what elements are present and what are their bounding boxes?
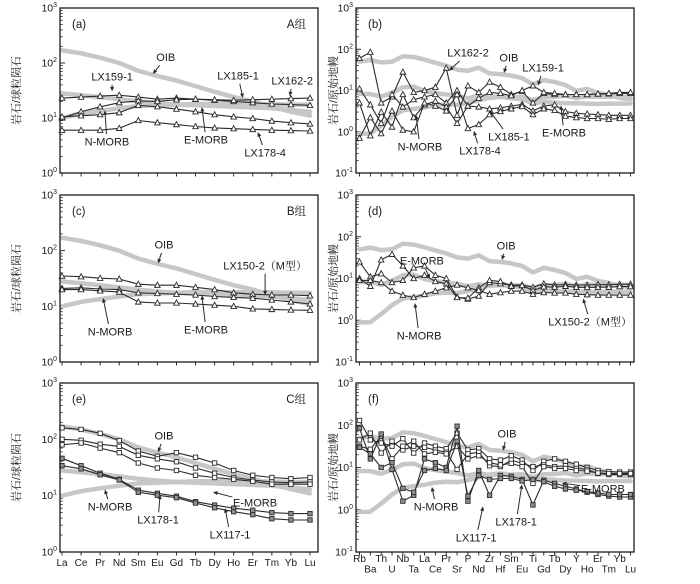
x-tick-label: La [56,558,68,569]
marker-LX117-1 [193,501,197,505]
marker-sample-1 [412,451,416,455]
annotation-label: N-MORB [88,502,133,514]
marker-sample-3 [270,482,274,486]
y-tick-label: $10^0$ [41,356,57,369]
annotation-label: OIB [154,239,173,251]
marker-sample-3 [433,450,437,454]
y-tick-label: $10^1$ [41,490,57,503]
panel-letter: (a) [72,19,86,31]
annotation-label: N-MORB [85,136,130,148]
annotation-label: OIB [497,240,516,252]
marker-LX178-1 [422,468,426,472]
marker-sample-3 [251,479,255,483]
marker-sample-3 [79,441,83,445]
x-tick-label: Gd [170,558,183,569]
marker-sample-2 [531,464,535,468]
annotation-label: E-MORB [233,497,277,509]
x-tick-label: Nd [113,558,126,569]
y-tick-label: $10^3$ [41,189,57,202]
y-tick-label: $10^1$ [41,112,57,125]
x-tick-label: Eu [516,565,528,576]
annotation-label: LX178-4 [244,148,286,160]
annotation-label: LX185-1 [217,70,259,82]
marker-sample-2 [212,471,216,475]
y-tick-label: $10^3$ [41,377,57,390]
y-tick-label: $10^1$ [337,462,353,475]
x-tick-label: Rb [353,554,366,565]
marker-sample-3 [412,439,416,443]
x-tick-label: Sm [131,558,146,569]
y-tick-label: $10^2$ [41,433,57,446]
marker-sample-3 [596,471,600,475]
annotation-label: E-MORB [184,324,228,336]
marker-LX117-1 [98,473,102,477]
marker-LX178-1 [466,494,470,498]
annotation-label: OIB [156,52,175,64]
marker-LX117-1 [357,426,361,430]
marker-LX178-1 [401,486,405,490]
x-tick-label: Hf [495,565,505,576]
marker-sample-1 [552,457,556,461]
marker-LX178-1 [455,439,459,443]
marker-LX117-1 [531,503,535,507]
marker-sample-1 [231,468,235,472]
marker-LX117-1 [401,499,405,503]
marker-sample-3 [444,452,448,456]
marker-sample-3 [563,466,567,470]
annotation-label: OIB [497,429,516,441]
panel-group-label: B组 [287,205,307,218]
marker-sample-2 [117,444,121,448]
x-tick-label: P [465,554,472,565]
y-tick-label: $10^1$ [41,300,57,313]
marker-LX117-1 [487,493,491,497]
marker-LX117-1 [251,512,255,516]
marker-LX178-1 [531,477,535,481]
marker-sample-3 [136,461,140,465]
marker-sample-3 [155,466,159,470]
marker-sample-2 [390,439,394,443]
x-tick-label: U [388,565,395,576]
marker-LX117-1 [379,432,383,436]
marker-LX178-1 [542,480,546,484]
marker-sample-2 [455,467,459,471]
marker-LX117-1 [466,499,470,503]
marker-LX178-1 [379,465,383,469]
y-tick-label: $10^0$ [337,126,353,139]
marker-sample-3 [174,468,178,472]
annotation-label: E-MORB [542,128,586,140]
marker-sample-1 [270,475,274,479]
x-tick-label: Ta [408,565,419,576]
marker-LX117-1 [117,478,121,482]
marker-sample-2 [412,444,416,448]
marker-sample-3 [401,444,405,448]
annotation-label: LX117-1 [456,532,497,544]
annotation-label: N-MORB [398,141,443,153]
y-tick-label: $10^2$ [337,419,353,432]
marker-sample-2 [193,466,197,470]
panel-letter: (b) [368,19,382,31]
marker-sample-1 [563,459,567,463]
y-tick-label: $10^2$ [337,231,353,244]
annotation-label: LX178-1 [495,516,537,528]
marker-LX117-1 [477,468,481,472]
marker-LX117-1 [433,460,437,464]
marker-LX117-1 [455,424,459,428]
x-tick-label: Lu [625,565,636,576]
panel-letter: (d) [368,206,382,218]
marker-sample-1 [357,418,361,422]
x-tick-label: Ti [529,554,537,565]
y-tick-label: $10^2$ [41,245,57,258]
marker-sample-3 [585,469,589,473]
y-tick-label: $10^{-1}$ [335,167,353,180]
x-tick-label: Yb [614,554,627,565]
marker-LX178-1 [520,479,524,483]
marker-sample-1 [251,473,255,477]
marker-sample-2 [136,453,140,457]
x-tick-label: Th [375,554,387,565]
y-axis-title: 岩石/球粒陨石 [9,433,23,502]
marker-sample-2 [368,431,372,435]
x-tick-label: Nb [396,554,409,565]
marker-LX178-1 [477,473,481,477]
marker-sample-1 [422,441,426,445]
panel-group-label: C组 [286,393,306,406]
marker-sample-3 [574,468,578,472]
y-tick-label: $10^3$ [337,377,353,390]
marker-sample-3 [368,447,372,451]
marker-sample-3 [117,450,121,454]
x-tick-label: Ho [227,558,240,569]
marker-LX117-1 [308,518,312,522]
marker-LX178-1 [498,476,502,480]
marker-LX178-1 [574,488,578,492]
marker-sample-3 [98,446,102,450]
annotation-label: LX159-1 [522,63,564,75]
marker-sample-2 [422,445,426,449]
annotation-label: LX178-1 [137,515,179,527]
marker-sample-1 [117,438,121,442]
y-tick-label: $10^{-1}$ [335,356,353,369]
marker-sample-3 [466,457,470,461]
marker-sample-3 [231,477,235,481]
marker-sample-2 [155,457,159,461]
marker-LX178-1 [552,484,556,488]
marker-sample-3 [193,473,197,477]
y-axis-title: 岩石/原始地幔 [326,244,340,313]
x-tick-label: Dy [559,565,571,576]
y-axis-title: 岩石/原始地幔 [326,433,340,502]
marker-LX117-1 [174,496,178,500]
y-tick-label: $10^0$ [337,504,353,517]
marker-sample-2 [174,460,178,464]
marker-LX117-1 [368,457,372,461]
marker-sample-3 [617,471,621,475]
annotation-label: LX162-2 [271,75,313,87]
marker-sample-3 [509,461,513,465]
x-tick-label: Tm [265,558,279,569]
marker-sample-3 [520,464,524,468]
marker-LX117-1 [231,509,235,513]
panel-letter: (f) [368,394,379,406]
marker-LX117-1 [289,518,293,522]
annotation-label: OIB [499,52,518,64]
marker-sample-2 [466,452,470,456]
marker-LX117-1 [212,506,216,510]
marker-LX178-1 [412,490,416,494]
y-tick-label: $10^3$ [337,189,353,202]
marker-sample-3 [498,463,502,467]
marker-sample-1 [193,455,197,459]
marker-LX178-1 [357,445,361,449]
marker-LX178-1 [487,477,491,481]
marker-sample-1 [574,462,578,466]
y-tick-label: $10^0$ [41,546,57,559]
marker-LX117-1 [136,490,140,494]
x-tick-label: Pr [441,554,452,565]
y-tick-label: $10^0$ [337,314,353,327]
x-tick-label: Ba [364,565,377,576]
marker-LX178-1 [509,476,513,480]
panel-group-label: A组 [287,18,307,31]
marker-sample-1 [174,450,178,454]
x-tick-label: Tb [549,554,561,565]
marker-sample-3 [628,471,632,475]
marker-sample-3 [607,471,611,475]
x-tick-label: Gd [537,565,550,576]
annotation-label: LX178-4 [459,146,501,158]
y-tick-label: $10^{-1}$ [335,546,353,559]
y-tick-label: $10^1$ [337,85,353,98]
y-tick-label: $10^1$ [337,273,353,286]
annotation-label: LX159-1 [91,71,133,83]
marker-LX117-1 [79,467,83,471]
annotation-label: LX185-1 [488,132,530,144]
marker-LX178-1 [289,511,293,515]
marker-LX178-1 [563,487,567,491]
marker-LX117-1 [270,517,274,521]
x-tick-label: Er [248,558,259,569]
marker-LX178-1 [628,492,632,496]
marker-sample-3 [308,482,312,486]
x-tick-label: Y [573,554,580,565]
panel-letter: (e) [72,394,86,406]
marker-sample-3 [422,452,426,456]
marker-LX117-1 [422,457,426,461]
annotation-label: LX150-2（M型） [548,314,632,328]
x-tick-label: Sm [504,554,519,565]
x-tick-label: Dy [208,558,220,569]
x-tick-label: Eu [151,558,163,569]
annotation-label: LX162-2 [447,48,489,60]
annotation-label: E-MORB [581,483,625,495]
annotation-label: E-MORB [400,255,444,267]
x-tick-label: Ho [581,565,594,576]
x-tick-label: Ce [429,565,442,576]
marker-sample-1 [308,475,312,479]
annotation-label: E-MORB [184,135,228,147]
annotation-label: LX150-2（M型） [223,258,307,272]
annotation-label: OIB [154,431,173,443]
marker-sample-1 [498,458,502,462]
x-tick-label: Tm [602,565,616,576]
annotation-arrow [503,254,504,256]
marker-sample-1 [379,441,383,445]
y-tick-label: $10^0$ [41,167,57,180]
y-tick-label: $10^3$ [337,2,353,15]
marker-sample-1 [368,438,372,442]
marker-LX178-1 [433,466,437,470]
y-tick-label: $10^3$ [41,2,57,15]
marker-LX178-1 [368,452,372,456]
x-tick-label: Er [593,554,604,565]
x-tick-label: Nd [472,565,485,576]
annotation-label: N-MORB [88,326,133,338]
annotation-label: N-MORB [397,330,442,342]
x-tick-label: La [419,554,431,565]
y-axis-title: 岩石/原始地幔 [326,56,340,125]
marker-sample-3 [212,475,216,479]
marker-LX117-1 [390,467,394,471]
marker-sample-1 [98,431,102,435]
annotation-label: LX117-1 [210,529,251,541]
marker-sample-2 [379,451,383,455]
marker-LX178-1 [444,468,448,472]
marker-LX178-1 [390,460,394,464]
marker-sample-2 [357,438,361,442]
marker-sample-1 [390,444,394,448]
y-axis-title: 岩石/球粒陨石 [9,56,23,125]
marker-sample-1 [401,437,405,441]
y-tick-label: $10^2$ [41,57,57,70]
x-tick-label: Tb [190,558,202,569]
x-tick-label: Yb [285,558,298,569]
marker-sample-3 [477,454,481,458]
annotation-label: N-MORB [414,502,459,514]
marker-sample-1 [136,449,140,453]
x-tick-label: Zr [485,554,495,565]
marker-LX178-1 [270,510,274,514]
x-tick-label: Lu [304,558,315,569]
panel-letter: (c) [72,206,86,218]
marker-sample-3 [289,482,293,486]
marker-sample-3 [552,466,556,470]
marker-sample-1 [212,461,216,465]
marker-sample-3 [542,464,546,468]
marker-sample-3 [487,460,491,464]
marker-sample-1 [79,427,83,431]
y-axis-title: 岩石/球粒陨石 [9,244,23,313]
x-tick-label: Pr [95,558,106,569]
marker-sample-1 [509,454,513,458]
marker-LX178-1 [308,511,312,515]
x-tick-label: Sr [452,565,463,576]
x-tick-label: Ce [75,558,88,569]
y-tick-label: $10^2$ [337,43,353,56]
